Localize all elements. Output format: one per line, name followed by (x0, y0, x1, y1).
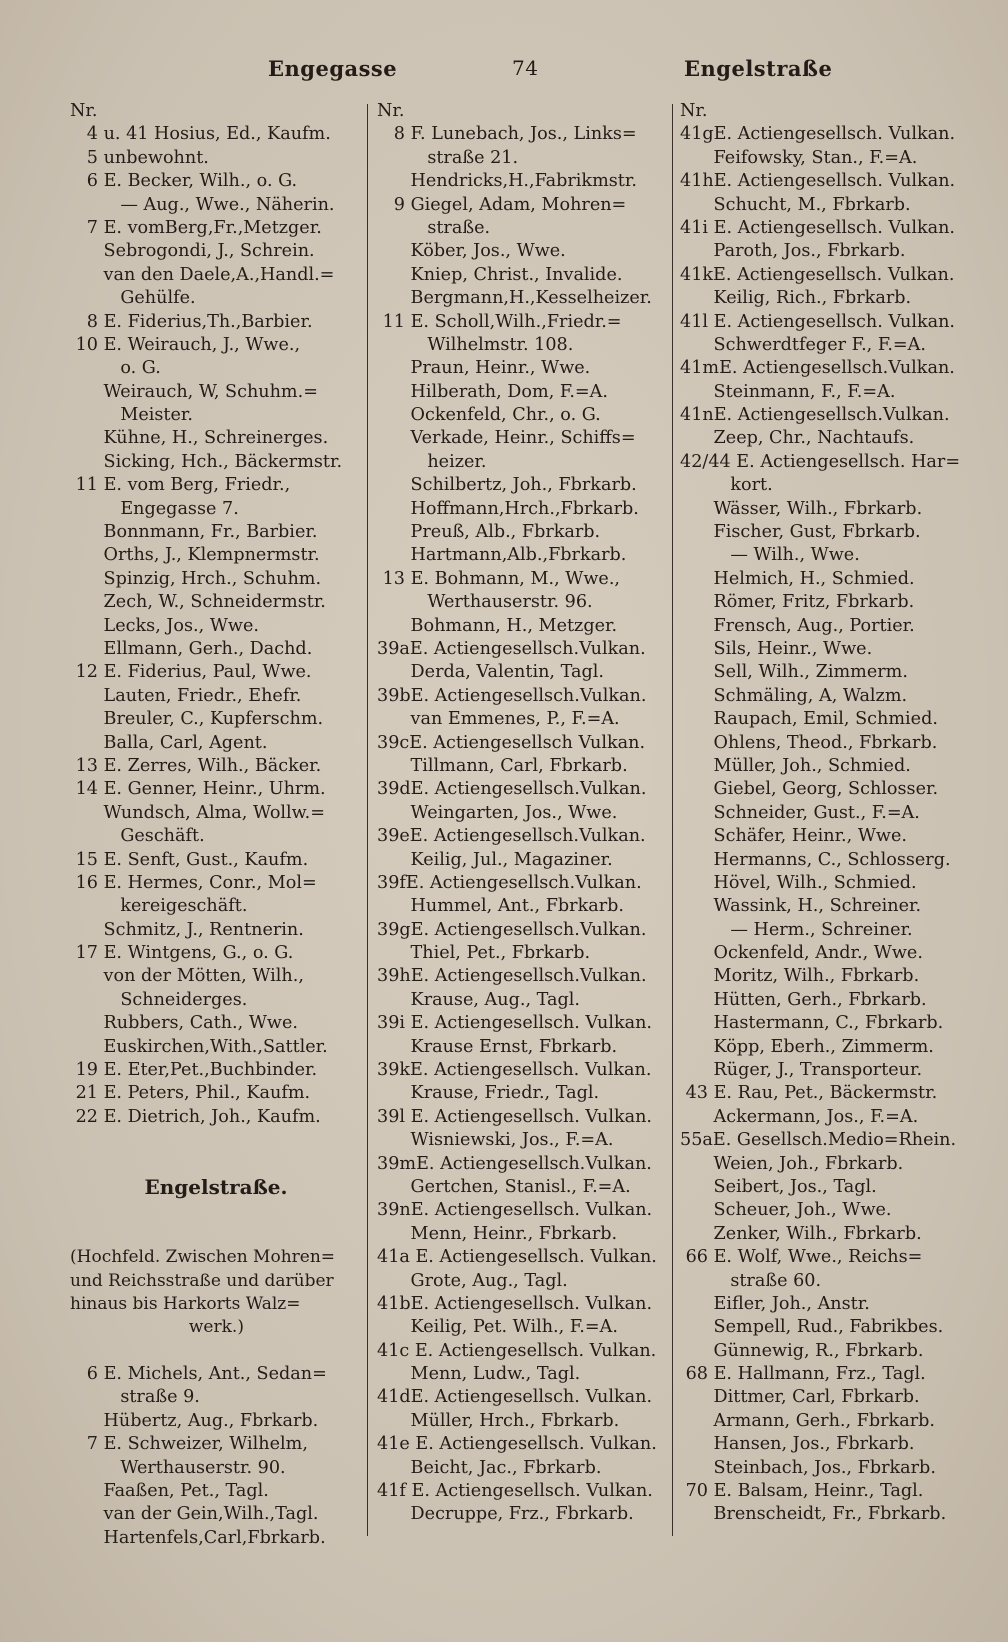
directory-line: 9 Giegel, Adam, Mohren= (377, 194, 627, 215)
section-note: (Hochfeld. Zwischen Mohren= (70, 1247, 336, 1268)
directory-line: Zech, W., Schneidermstr. (70, 592, 326, 613)
directory-line: Weien, Joh., Fbrkarb. (680, 1153, 904, 1174)
directory-line: Armann, Gerh., Fbrkarb. (680, 1410, 935, 1431)
directory-line: von der Mötten, Wilh., (70, 966, 304, 987)
directory-line: Bonnmann, Fr., Barbier. (70, 522, 318, 543)
directory-line: Dittmer, Carl, Fbrkarb. (680, 1387, 920, 1408)
directory-line: Meister. (70, 405, 193, 426)
directory-line: Sell, Wilh., Zimmerm. (680, 662, 908, 683)
column-3 (680, 100, 980, 1527)
directory-line: 6 E. Becker, Wilh., o. G. (70, 171, 298, 192)
directory-line: Hoffmann,Hrch.,Fbrkarb. (377, 498, 639, 519)
directory-line: Breuler, C., Kupferschm. (70, 709, 324, 730)
directory-line: o. G. (70, 358, 161, 379)
directory-line: Günnewig, R., Fbrkarb. (680, 1340, 924, 1361)
directory-line: Krause Ernst, Fbrkarb. (377, 1036, 618, 1057)
directory-line: Schilbertz, Joh., Fbrkarb. (377, 475, 637, 496)
directory-line: 68 E. Hallmann, Frz., Tagl. (680, 1364, 926, 1385)
directory-line: Bergmann,H.,Kesselheizer. (377, 288, 652, 309)
directory-line: Ockenfeld, Andr., Wwe. (680, 943, 923, 964)
directory-line: 41l E. Actiengesellsch. Vulkan. (680, 311, 956, 332)
directory-line: Menn, Heinr., Fbrkarb. (377, 1223, 618, 1244)
directory-line: 39eE. Actiengesellsch.Vulkan. (377, 826, 646, 847)
directory-line: 41dE. Actiengesellsch. Vulkan. (377, 1387, 653, 1408)
directory-line: Hübertz, Aug., Fbrkarb. (70, 1410, 319, 1431)
directory-line: van den Daele,A.,Handl.= (70, 264, 335, 285)
directory-line (70, 1153, 362, 1176)
directory-line: 7 E. vomBerg,Fr.,Metzger. (70, 217, 322, 238)
directory-line: Krause, Aug., Tagl. (377, 989, 580, 1010)
directory-line: 12 E. Fiderius, Paul, Wwe. (70, 662, 312, 683)
directory-line: Köber, Jos., Wwe. (377, 241, 566, 262)
directory-line: 16 E. Hermes, Conr., Mol= (70, 872, 317, 893)
directory-line: van der Gein,Wilh.,Tagl. (70, 1504, 319, 1525)
directory-line: Nr. (377, 101, 405, 121)
directory-line: 41bE. Actiengesellsch. Vulkan. (377, 1293, 653, 1314)
directory-line: Ockenfeld, Chr., o. G. (377, 405, 601, 426)
directory-line: Schucht, M., Fbrkarb. (680, 194, 911, 215)
directory-line: Hartmann,Alb.,Fbrkarb. (377, 545, 627, 566)
directory-line: Hansen, Jos., Fbrkarb. (680, 1434, 915, 1455)
directory-line: Decruppe, Frz., Fbrkarb. (377, 1504, 634, 1525)
column-divider (672, 104, 673, 1536)
directory-line: Gehülfe. (70, 288, 196, 309)
directory-line: Hendricks,H.,Fabrikmstr. (377, 171, 637, 192)
directory-line: 22 E. Dietrich, Joh., Kaufm. (70, 1106, 321, 1127)
directory-line: Rüger, J., Transporteur. (680, 1060, 923, 1081)
directory-line: Hartenfels,Carl,Fbrkarb. (70, 1527, 326, 1548)
directory-line (70, 1129, 362, 1152)
directory-line: kereigeschäft. (70, 896, 248, 917)
directory-line: Hövel, Wilh., Schmied. (680, 872, 917, 893)
directory-line: Grote, Aug., Tagl. (377, 1270, 568, 1291)
directory-line: 39bE. Actiengesellsch.Vulkan. (377, 685, 647, 706)
directory-line: van Emmenes, P., F.=A. (377, 709, 620, 730)
directory-line: Wisniewski, Jos., F.=A. (377, 1130, 614, 1151)
directory-line: 14 E. Genner, Heinr., Uhrm. (70, 779, 326, 800)
directory-line: Menn, Ludw., Tagl. (377, 1364, 581, 1385)
directory-line: Sils, Heinr., Wwe. (680, 638, 873, 659)
directory-line: Steinmann, F., F.=A. (680, 381, 896, 402)
directory-line: Hütten, Gerh., Fbrkarb. (680, 989, 927, 1010)
directory-line: 39cE. Actiengesellsch Vulkan. (377, 732, 646, 753)
directory-line: Frensch, Aug., Portier. (680, 615, 915, 636)
directory-line: Werthauserstr. 96. (377, 592, 593, 613)
directory-line: Thiel, Pet., Fbrkarb. (377, 943, 591, 964)
directory-line: 39kE. Actiengesellsch. Vulkan. (377, 1060, 652, 1081)
directory-line: Eifler, Joh., Anstr. (680, 1293, 870, 1314)
section-note: und Reichsstraße und darüber (70, 1270, 334, 1291)
directory-line: Schwerdtfeger F., F.=A. (680, 334, 926, 355)
directory-line: 19 E. Eter,Pet.,Buchbinder. (70, 1060, 318, 1081)
directory-line: Steinbach, Jos., Fbrkarb. (680, 1457, 936, 1478)
directory-line: — Aug., Wwe., Näherin. (70, 194, 335, 215)
directory-line: Brenscheidt, Fr., Fbrkarb. (680, 1504, 947, 1525)
directory-line: 6 E. Michels, Ant., Sedan= (70, 1364, 327, 1385)
directory-line: Helmich, H., Schmied. (680, 568, 915, 589)
directory-line: Bohmann, H., Metzger. (377, 615, 618, 636)
directory-line: 39fE. Actiengesellsch.Vulkan. (377, 872, 642, 893)
directory-line: Giebel, Georg, Schlosser. (680, 779, 939, 800)
directory-line: Fischer, Gust, Fbrkarb. (680, 522, 921, 543)
directory-line: straße 60. (680, 1270, 822, 1291)
directory-line: 11 E. vom Berg, Friedr., (70, 475, 291, 496)
directory-line: Preuß, Alb., Fbrkarb. (377, 522, 601, 543)
directory-line: Lauten, Friedr., Ehefr. (70, 685, 302, 706)
directory-line: 39gE. Actiengesellsch.Vulkan. (377, 919, 647, 940)
directory-line: Sicking, Hch., Bäckermstr. (70, 451, 343, 472)
directory-line: Schneiderges. (70, 989, 248, 1010)
directory-line (70, 1223, 362, 1246)
directory-line: Weingarten, Jos., Wwe. (377, 802, 618, 823)
directory-line: 8 E. Fiderius,Th.,Barbier. (70, 311, 313, 332)
directory-line: 70 E. Balsam, Heinr., Tagl. (680, 1481, 924, 1502)
directory-line: straße 9. (70, 1387, 200, 1408)
directory-line (70, 1199, 362, 1222)
directory-line: 41a E. Actiengesellsch. Vulkan. (377, 1247, 657, 1268)
directory-line: Zenker, Wilh., Fbrkarb. (680, 1223, 922, 1244)
directory-line: Nr. (680, 101, 708, 121)
directory-line: Schmitz, J., Rentnerin. (70, 919, 304, 940)
directory-line: Hilberath, Dom, F.=A. (377, 381, 608, 402)
directory-line: 66 E. Wolf, Wwe., Reichs= (680, 1247, 923, 1268)
directory-line: 39nE. Actiengesellsch. Vulkan. (377, 1200, 653, 1221)
directory-line: Verkade, Heinr., Schiffs= (377, 428, 636, 449)
directory-line: 5 unbewohnt. (70, 147, 209, 168)
directory-line: Wundsch, Alma, Wollw.= (70, 802, 325, 823)
directory-line: straße. (377, 217, 491, 238)
directory-line: 41kE. Actiengesellsch. Vulkan. (680, 264, 955, 285)
directory-line: Zeep, Chr., Nachtaufs. (680, 428, 915, 449)
page-number: 74 (512, 56, 539, 80)
directory-line: 41i E. Actiengesellsch. Vulkan. (680, 217, 956, 238)
directory-line: 21 E. Peters, Phil., Kaufm. (70, 1083, 311, 1104)
directory-line: Wässer, Wilh., Fbrkarb. (680, 498, 923, 519)
directory-line: Köpp, Eberh., Zimmerm. (680, 1036, 934, 1057)
directory-line: Ackermann, Jos., F.=A. (680, 1106, 919, 1127)
directory-line: Sempell, Rud., Fabrikbes. (680, 1317, 944, 1338)
directory-line: Nr. (70, 101, 98, 121)
directory-line: 39i E. Actiengesellsch. Vulkan. (377, 1013, 653, 1034)
directory-line: 13 E. Zerres, Wilh., Bäcker. (70, 755, 322, 776)
directory-line: Müller, Hrch., Fbrkarb. (377, 1410, 620, 1431)
directory-line: 39aE. Actiengesellsch.Vulkan. (377, 638, 646, 659)
directory-line: Kühne, H., Schreinerges. (70, 428, 329, 449)
directory-line: 11 E. Scholl,Wilh.,Friedr.= (377, 311, 622, 332)
directory-line: Kniep, Christ., Invalide. (377, 264, 623, 285)
directory-line: Faaßen, Pet., Tagl. (70, 1481, 269, 1502)
directory-line: Raupach, Emil, Schmied. (680, 709, 938, 730)
directory-line: Schäfer, Heinr., Wwe. (680, 826, 907, 847)
directory-line: Beicht, Jac., Fbrkarb. (377, 1457, 602, 1478)
directory-line: Krause, Friedr., Tagl. (377, 1083, 600, 1104)
directory-line: Lecks, Jos., Wwe. (70, 615, 259, 636)
directory-line: Scheuer, Joh., Wwe. (680, 1200, 892, 1221)
header-left-title: Engegasse (268, 56, 398, 81)
directory-line: 41f E. Actiengesellsch. Vulkan. (377, 1481, 653, 1502)
directory-line: Euskirchen,With.,Sattler. (70, 1036, 328, 1057)
directory-line: Rubbers, Cath., Wwe. (70, 1013, 298, 1034)
directory-line: 13 E. Bohmann, M., Wwe., (377, 568, 621, 589)
directory-line: Praun, Heinr., Wwe. (377, 358, 591, 379)
directory-line: Keilig, Jul., Magaziner. (377, 849, 613, 870)
directory-line: 41hE. Actiengesellsch. Vulkan. (680, 171, 956, 192)
directory-line: Ellmann, Gerh., Dachd. (70, 638, 313, 659)
directory-line: — Wilh., Wwe. (680, 545, 860, 566)
directory-line: Schneider, Gust., F.=A. (680, 802, 920, 823)
directory-line: Müller, Joh., Schmied. (680, 755, 911, 776)
directory-line: 39hE. Actiengesellsch.Vulkan. (377, 966, 647, 987)
directory-line: 55aE. Gesellsch.Medio=Rhein. (680, 1130, 957, 1151)
directory-line: Keilig, Pet. Wilh., F.=A. (377, 1317, 618, 1338)
directory-line: Spinzig, Hrch., Schuhm. (70, 568, 322, 589)
directory-line: 10 E. Weirauch, J., Wwe., (70, 334, 301, 355)
directory-line: 41e E. Actiengesellsch. Vulkan. (377, 1434, 657, 1455)
directory-line: Engegasse 7. (70, 498, 239, 519)
column-2 (377, 100, 667, 1527)
directory-line: Ohlens, Theod., Fbrkarb. (680, 732, 938, 753)
directory-line: 41gE. Actiengesellsch. Vulkan. (680, 124, 956, 145)
directory-line: Römer, Fritz, Fbrkarb. (680, 592, 915, 613)
directory-line: Orths, J., Klempnermstr. (70, 545, 320, 566)
directory-line: 4 u. 41 Hosius, Ed., Kaufm. (70, 124, 331, 145)
directory-line: Werthauserstr. 90. (70, 1457, 286, 1478)
column-1 (70, 100, 362, 1550)
section-note: hinaus bis Harkorts Walz= (70, 1293, 301, 1314)
directory-line: Weirauch, W, Schuhm.= (70, 381, 318, 402)
directory-line: Keilig, Rich., Fbrkarb. (680, 288, 912, 309)
directory-line: Paroth, Jos., Fbrkarb. (680, 241, 906, 262)
directory-line: straße 21. (377, 147, 519, 168)
directory-line: Hastermann, C., Fbrkarb. (680, 1013, 944, 1034)
directory-line: Hermanns, C., Schlosserg. (680, 849, 951, 870)
directory-line: 39l E. Actiengesellsch. Vulkan. (377, 1106, 653, 1127)
directory-line: Gertchen, Stanisl., F.=A. (377, 1176, 631, 1197)
directory-line: Balla, Carl, Agent. (70, 732, 268, 753)
directory-line: 39dE. Actiengesellsch.Vulkan. (377, 779, 647, 800)
directory-line: 41nE. Actiengesellsch.Vulkan. (680, 405, 950, 426)
directory-line: 17 E. Wintgens, G., o. G. (70, 943, 294, 964)
directory-line: Hummel, Ant., Fbrkarb. (377, 896, 624, 917)
directory-line: Moritz, Wilh., Fbrkarb. (680, 966, 920, 987)
directory-line: Geschäft. (70, 826, 205, 847)
directory-line: heizer. (377, 451, 487, 472)
directory-line (70, 1340, 362, 1363)
directory-line: 41c E. Actiengesellsch. Vulkan. (377, 1340, 657, 1361)
directory-line: 8 F. Lunebach, Jos., Links= (377, 124, 637, 145)
section-note: werk.) (70, 1317, 244, 1338)
directory-line: Wassink, H., Schreiner. (680, 896, 922, 917)
section-heading: Engelstraße. (144, 1175, 288, 1199)
directory-line: kort. (680, 475, 773, 496)
directory-line: 7 E. Schweizer, Wilhelm, (70, 1434, 308, 1455)
directory-line: — Herm., Schreiner. (680, 919, 913, 940)
directory-line: 42/44 E. Actiengesellsch. Har= (680, 451, 961, 472)
header-right-title: Engelstraße (684, 56, 833, 81)
directory-line: Seibert, Jos., Tagl. (680, 1176, 877, 1197)
directory-line: 39mE. Actiengesellsch.Vulkan. (377, 1153, 652, 1174)
column-divider (367, 104, 368, 1536)
directory-line: Tillmann, Carl, Fbrkarb. (377, 755, 628, 776)
directory-line: Wilhelmstr. 108. (377, 334, 574, 355)
directory-line: Schmäling, A, Walzm. (680, 685, 908, 706)
directory-line: 15 E. Senft, Gust., Kaufm. (70, 849, 309, 870)
directory-line: Feifowsky, Stan., F.=A. (680, 147, 918, 168)
directory-line: 41mE. Actiengesellsch.Vulkan. (680, 358, 955, 379)
directory-line: Derda, Valentin, Tagl. (377, 662, 604, 683)
directory-line: Sebrogondi, J., Schrein. (70, 241, 315, 262)
directory-line: 43 E. Rau, Pet., Bäckermstr. (680, 1083, 938, 1104)
